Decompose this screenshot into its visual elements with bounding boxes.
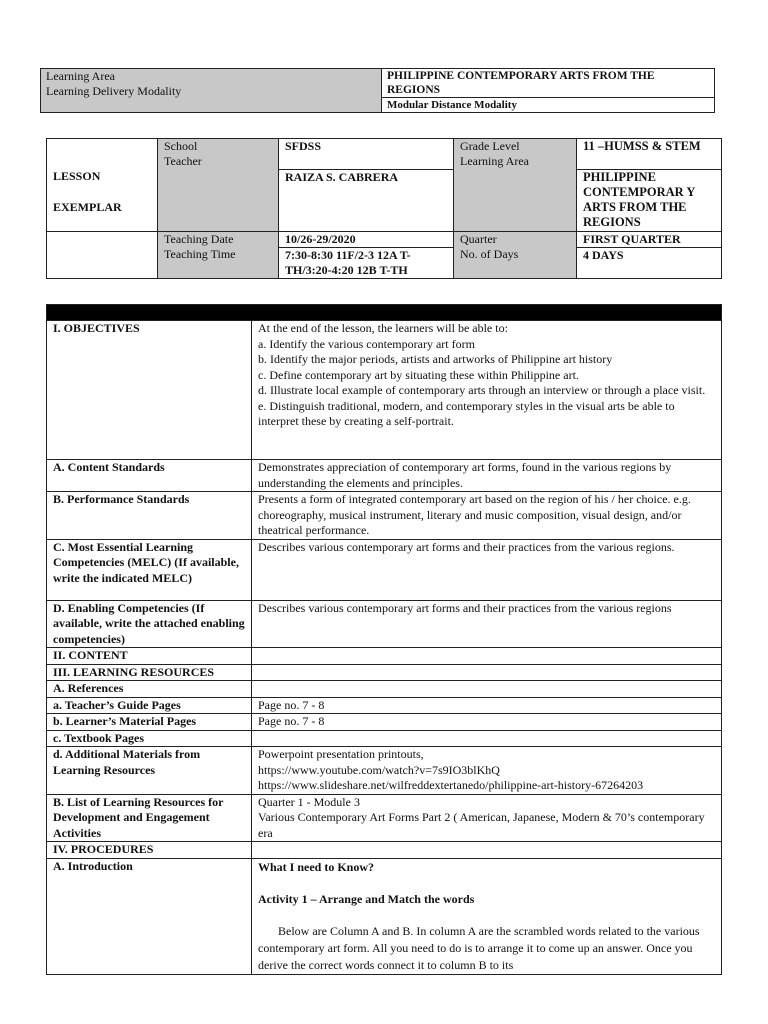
objective-item: a. Identify the various contemporary art form (258, 336, 475, 351)
content-label: II. CONTENT (47, 648, 252, 665)
textbook-value (252, 730, 722, 747)
teaching-time-value: 7:30-8:30 11F/2-3 12A T-TH/3:20-4:20 12B T-TH (279, 248, 454, 279)
teaching-date-value: 10/26-29/2020 (279, 232, 454, 248)
additional-materials-label: d. Additional Materials from Learning Resources (47, 747, 252, 795)
resources-list-row (47, 794, 722, 842)
procedures-label: IV. PROCEDURES (47, 842, 252, 859)
performance-standards-row (47, 492, 722, 540)
objective-item: c. Define contemporary art by situating these within Philippine art. (258, 367, 579, 382)
additional-materials-value (252, 747, 722, 795)
resources-list-item: Quarter 1 - Module 3 (258, 794, 360, 809)
header-bar (47, 305, 722, 321)
grade-level-value: 11 –HUMSS & STEM (577, 139, 722, 170)
quarter-label: Quarter (460, 232, 497, 246)
activity-heading: Activity 1 – Arrange and Match the words (258, 891, 475, 906)
content-standards-row (47, 460, 722, 492)
objective-item: e. Distinguish traditional, modern, and contemporary styles in the visual arts be able to interpret these by creating a self-portrait. (258, 398, 675, 428)
objectives-row (47, 321, 722, 460)
lesson-exemplar-title (47, 139, 158, 232)
content-value (252, 648, 722, 665)
learning-area-labels (41, 69, 382, 113)
procedures-value (252, 842, 722, 859)
enabling-row (47, 600, 722, 648)
performance-standards-label: B. Performance Standards (47, 492, 252, 540)
objectives-label: I. OBJECTIVES (47, 321, 252, 460)
references-value (252, 681, 722, 698)
objective-item: d. Illustrate local example of contemporary arts through an interview or through a place visit. (258, 383, 706, 397)
lesson-label: LESSON (53, 169, 101, 183)
resources-list-label: B. List of Learning Resources for Development and Engagement Activities (47, 794, 252, 842)
enabling-value: Describes various contemporary art forms and their practices from the various regions (252, 600, 722, 648)
teacher-label: Teacher (164, 154, 202, 168)
additional-link: https://www.youtube.com/watch?v=7s9IO3blKhQ (258, 762, 500, 777)
objectives-intro: At the end of the lesson, the learners will be able to: (258, 321, 508, 335)
resources-list-item: Various Contemporary Art Forms Part 2 ( American, Japanese, Modern & 70’s contemporary era (258, 810, 705, 840)
learning-area-value: PHILIPPINE CONTEMPORARY ARTS FROM THE REGIONS (382, 69, 715, 98)
learning-area-label: Learning Area (46, 69, 115, 83)
references-row (47, 681, 722, 698)
quarter-days-labels (454, 232, 577, 279)
melc-label: C. Most Essential Learning Competencies (MELC) (If available, write the indicated MELC) (47, 539, 252, 600)
content-standards-value: Demonstrates appreciation of contemporary art forms, found in the various regions by understanding the elements and principles. (252, 460, 722, 492)
content-standards-label: A. Content Standards (47, 460, 252, 492)
textbook-label: c. Textbook Pages (47, 730, 252, 747)
lesson-exemplar-header (46, 138, 722, 279)
delivery-modality-value: Modular Distance Modality (382, 98, 715, 113)
lesson-plan-table (46, 304, 722, 975)
resources-label: III. LEARNING RESOURCES (47, 664, 252, 681)
activity-text: Below are Column A and B. In column A are the scrambled words related to the various contemporary art form. All you need to do is to arrange it to come up an answer. Once you derive the correct words connect it to column B to its (258, 923, 700, 972)
school-teacher-labels (158, 139, 279, 232)
melc-row (47, 539, 722, 600)
teaching-time-label: Teaching Time (164, 247, 236, 261)
introduction-label: A. Introduction (47, 858, 252, 974)
intro-heading: What I need to Know? (258, 859, 375, 874)
procedures-row (47, 842, 722, 859)
learners-material-value: Page no. 7 - 8 (252, 714, 722, 731)
blank-cell (47, 232, 158, 279)
school-value: SFDSS (279, 139, 454, 170)
grade-area-labels (454, 139, 577, 232)
learners-material-row (47, 714, 722, 731)
resources-row (47, 664, 722, 681)
learning-area-label-2: Learning Area (460, 154, 529, 168)
learning-area-table (40, 68, 715, 113)
additional-link: https://www.slideshare.net/wilfreddextertanedo/philippine-art-history-67264203 (258, 778, 644, 792)
teachers-guide-label: a. Teacher’s Guide Pages (47, 697, 252, 714)
resources-list-value (252, 794, 722, 842)
additional-item: Powerpoint presentation printouts, (258, 747, 424, 761)
objectives-content (252, 321, 722, 460)
enabling-label: D. Enabling Competencies (If available, write the attached enabling competencies) (47, 600, 252, 648)
school-label: School (164, 139, 198, 153)
content-row (47, 648, 722, 665)
introduction-content (252, 858, 722, 974)
days-label: No. of Days (460, 247, 519, 261)
date-time-labels (158, 232, 279, 279)
objective-item: b. Identify the major periods, artists and artworks of Philippine art history (258, 352, 613, 366)
days-value: 4 DAYS (577, 248, 722, 279)
additional-materials-row (47, 747, 722, 795)
textbook-row (47, 730, 722, 747)
learners-material-label: b. Learner’s Material Pages (47, 714, 252, 731)
references-label: A. References (47, 681, 252, 698)
resources-value (252, 664, 722, 681)
quarter-value: FIRST QUARTER (577, 232, 722, 248)
melc-value: Describes various contemporary art forms and their practices from the various regions. (252, 539, 722, 600)
introduction-row (47, 858, 722, 974)
learning-area-value-2: PHILIPPINE CONTEMPORAR Y ARTS FROM THE REGIONS (577, 170, 722, 232)
teacher-value: RAIZA S. CABRERA (279, 170, 454, 232)
exemplar-label: EXEMPLAR (53, 200, 122, 214)
teachers-guide-row (47, 697, 722, 714)
teaching-date-label: Teaching Date (164, 232, 234, 246)
grade-level-label: Grade Level (460, 139, 520, 153)
performance-standards-value: Presents a form of integrated contemporary art based on the region of his / her choice. e.g. choreography, musical instrument, literary and music composition, visual design, and/or theatrical performance. (252, 492, 722, 540)
teachers-guide-value: Page no. 7 - 8 (252, 697, 722, 714)
delivery-modality-label: Learning Delivery Modality (46, 84, 182, 98)
